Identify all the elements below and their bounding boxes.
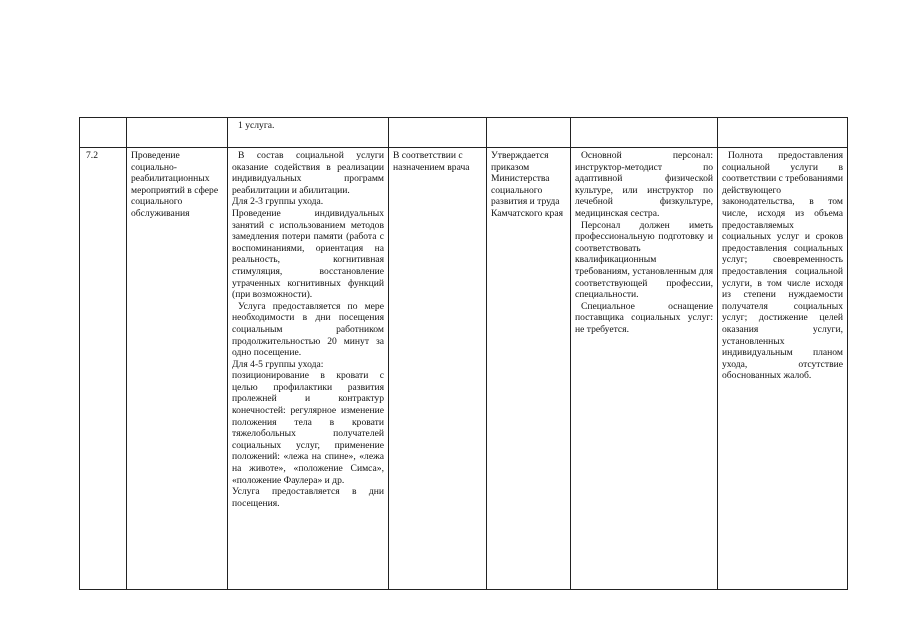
cell-empty-name bbox=[127, 118, 228, 148]
service-approval: Утверждается приказом Министерства социального развития и труда Камчатского края bbox=[487, 148, 571, 590]
content-paragraph: Услуга предоставляется в дни посещения. bbox=[232, 486, 384, 509]
content-paragraph: Для 4-5 группы ухода: bbox=[232, 358, 324, 370]
conditions-paragraph: Персонал должен иметь профессиональную подготовку и соответствовать квалификационным требованиям, установленным для соответствующей профессии, специальности. bbox=[575, 219, 713, 301]
content-paragraph: Проведение индивидуальных занятий с использованием методов замедления потери памяти (работа с воспоминаниями, ориентация на реальность, когнитивная стимуляция, восстановление утраченных когнитивных функций (при возможности). bbox=[232, 207, 384, 301]
services-table bbox=[79, 117, 848, 590]
cell-empty-approval bbox=[487, 118, 571, 148]
cell-empty-number bbox=[80, 118, 127, 148]
cell-empty-basis bbox=[389, 118, 487, 148]
service-conditions bbox=[571, 148, 718, 590]
continuation-row bbox=[80, 118, 848, 148]
cell-continuation-content: 1 услуга. bbox=[228, 118, 389, 148]
content-paragraph: В состав социальной услуги оказание содействия в реализации индивидуальных программ реабилитации и абилитации. bbox=[232, 150, 384, 196]
content-paragraph: Для 2-3 группы ухода. bbox=[232, 196, 324, 208]
service-basis: В соответствии с назначением врача bbox=[389, 148, 487, 590]
service-name: Проведение социально-реабилитационных мероприятий в сфере социального обслуживания bbox=[127, 148, 228, 590]
content-paragraph: Услуга предоставляется по мере необходимости в дни посещения социальным работником продолжительностью 20 минут за одно посещение. bbox=[232, 300, 384, 359]
cell-empty-quality bbox=[718, 118, 848, 148]
cell-empty-conditions bbox=[571, 118, 718, 148]
row-number: 7.2 bbox=[80, 148, 127, 590]
table-row bbox=[80, 148, 848, 590]
conditions-paragraph: Специальное оснащение поставщика социальных услуг: не требуется. bbox=[575, 300, 713, 335]
content-paragraph: позиционирование в кровати с целью профилактики развития пролежней и контрактур конечностей: регулярное изменение положения тела в кровати тяжелобольных получателей социальных услуг, применение положений: «лежа на спине», «лежа на животе», «положение Симса», «положение Фаулера» и др. bbox=[232, 370, 384, 486]
service-content bbox=[228, 148, 389, 590]
conditions-paragraph: Основной персонал: инструктор-методист по адаптивной физической культуре, или инструктор по лечебной физкультуре, медицинская сестра. bbox=[575, 150, 713, 219]
service-quality: Полнота предоставления социальной услуги в соответствии с требованиями действующего законодательства, в том числе, исходя из объема предоставляемых социальных услуг и сроков предоставления социальных услуг; своевременность предоставления социальной услуги, в том числе исходя из степени нуждаемости получателя социальных услуг; достижение целей оказания услуги, установленных индивидуальным планом ухода, отсутствие обоснованных жалоб. bbox=[718, 148, 848, 590]
